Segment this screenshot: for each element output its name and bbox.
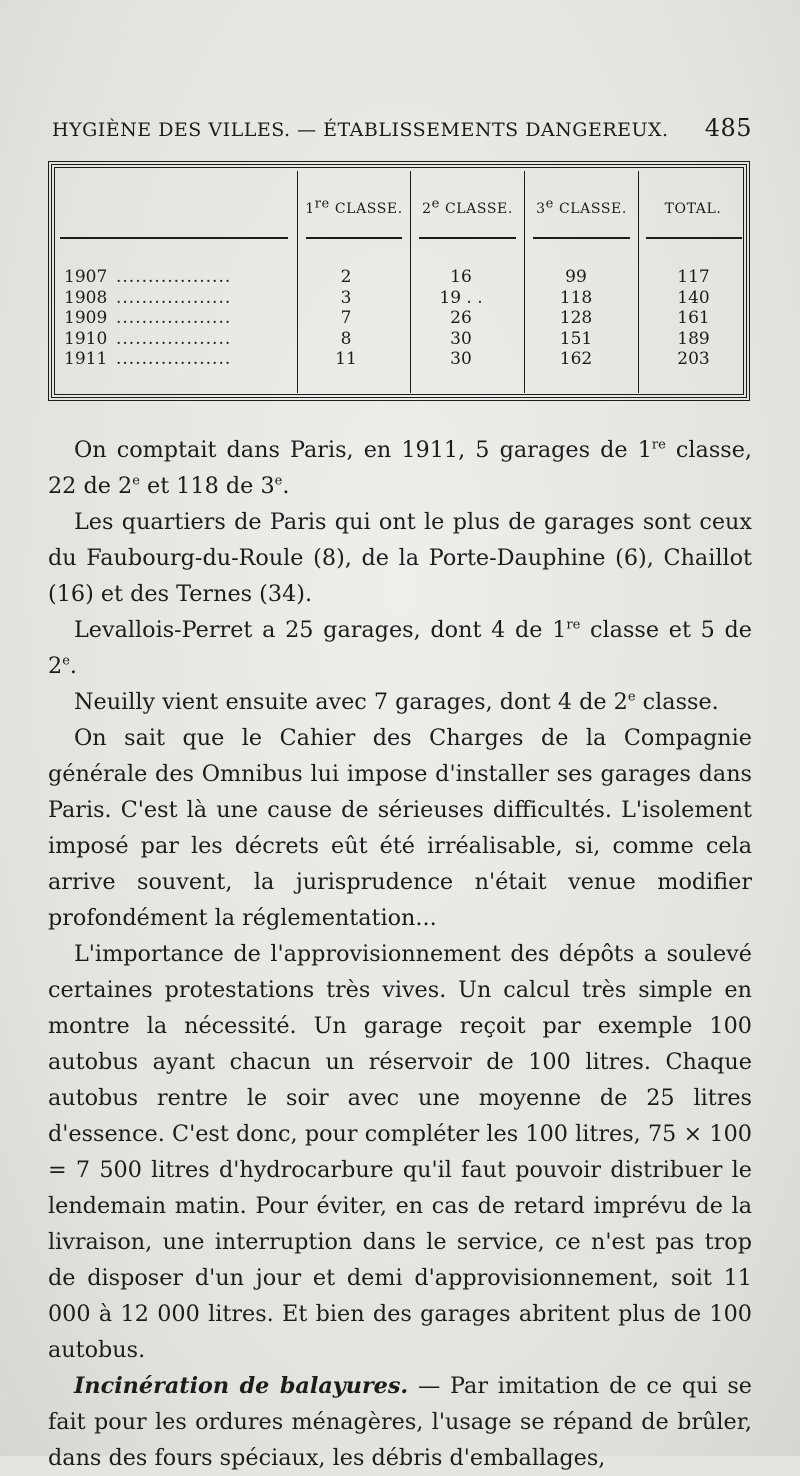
table-body: [56, 267, 742, 370]
table-row: [56, 288, 742, 309]
cell-1re-classe: 3: [340, 287, 352, 308]
leader-dots: ..................: [116, 349, 232, 369]
cell-total: 140: [677, 287, 710, 308]
row-year: 1907: [64, 267, 108, 287]
cell-3e-classe: 128: [559, 308, 593, 328]
leader-dots: ..................: [116, 287, 232, 308]
cell-3e-classe: 99: [565, 267, 587, 287]
leader-dots: ..................: [116, 267, 232, 287]
page-number: 485: [704, 114, 752, 142]
column-header-total: TOTAL.: [664, 201, 722, 217]
cell-2e-classe: 26: [450, 308, 472, 328]
header-rule: [646, 237, 742, 239]
cell-total: 161: [677, 308, 710, 328]
cell-1re-classe: 8: [340, 328, 352, 349]
running-header: [52, 114, 752, 142]
header-rule: [60, 237, 288, 239]
garage-statistics-table: [48, 161, 750, 401]
row-year: 1911: [64, 349, 108, 369]
paragraph-quartiers: Les quartiers de Paris qui ont le plus de garages sont ceux du Faubourg-du-Roule (8), de la Porte-Dauphine (6), Chaillot (16) et des Ternes (34).: [48, 509, 752, 607]
header-rule: [533, 237, 630, 239]
cell-2e-classe: 19 . .: [439, 287, 483, 308]
cell-3e-classe: 151: [559, 328, 593, 349]
paragraph-incineration-text: — Par imitation de ce qui se fait pour les ordures ménagères, l'usage se répand de brûler, dans des fours spéciaux, les débris d'emballages,: [48, 1373, 753, 1471]
cell-total: 117: [677, 267, 710, 287]
leader-dots: ..................: [116, 308, 232, 328]
leader-dots: ..................: [116, 328, 232, 349]
cell-1re-classe: 11: [335, 349, 357, 369]
column-header-2e-classe: 2e CLASSE.: [422, 196, 513, 217]
table-row: [56, 329, 742, 350]
cell-total: 203: [677, 349, 710, 369]
row-year: 1908: [64, 287, 108, 308]
row-year: 1909: [64, 308, 108, 328]
table-row: [56, 349, 742, 370]
body-text: [48, 432, 752, 1476]
cell-2e-classe: 30: [450, 349, 472, 369]
cell-2e-classe: 30: [450, 328, 472, 349]
column-header-3e-classe: 3e CLASSE.: [536, 196, 627, 217]
header-rule: [419, 237, 516, 239]
paragraph-garages-paris: On comptait dans Paris, en 1911, 5 garages de 1re classe, 22 de 2e et 118 de 3e.: [48, 437, 752, 499]
section-heading-incineration: Incinération de balayures.: [74, 1373, 409, 1399]
cell-3e-classe: 162: [559, 349, 593, 369]
paragraph-levallois: Levallois-Perret a 25 garages, dont 4 de 1re classe et 5 de 2e.: [48, 617, 752, 679]
paragraph-incineration: [48, 1368, 752, 1476]
paragraph-approvisionnement: L'importance de l'approvisionnement des dépôts a soulevé certaines protestations très vives. Un calcul très simple en montre la nécessité. Un garage reçoit par exemple 100 autobus ayant chacun un réservoir de 100 litres. Chaque autobus rentre le soir avec une moyenne de 25 litres d'essence. C'est donc, pour compléter les 100 litres, 75 × 100 = 7 500 litres d'hydrocarbure qu'il faut pouvoir distribuer le lendemain matin. Pour éviter, en cas de retard imprévu de la livraison, une interruption dans le service, ce n'est pas trop de disposer d'un jour et demi d'approvisionnement, soit 11 000 à 12 000 litres. Et bien des garages abritent plus de 100 autobus.: [48, 941, 752, 1363]
cell-2e-classe: 16: [450, 267, 472, 287]
cell-3e-classe: 118: [559, 287, 593, 308]
paragraph-neuilly: Neuilly vient ensuite avec 7 garages, dont 4 de 2e classe.: [74, 689, 719, 715]
header-rule: [306, 237, 402, 239]
cell-total: 189: [677, 328, 710, 349]
column-header-1re-classe: 1re CLASSE.: [305, 196, 403, 217]
paragraph-cahier-des-charges: On sait que le Cahier des Charges de la Compagnie générale des Omnibus lui impose d'installer ses garages dans Paris. C'est là une cause de sérieuses difficultés. L'isolement imposé par les décrets eût été irréalisable, si, comme cela arrive souvent, la jurisprudence n'était venue modifier profondément la réglementation...: [48, 725, 752, 931]
cell-1re-classe: 2: [340, 267, 352, 287]
running-title: HYGIÈNE DES VILLES. — ÉTABLISSEMENTS DANGEREUX.: [52, 119, 669, 141]
row-year: 1910: [64, 328, 108, 349]
cell-1re-classe: 7: [340, 308, 352, 328]
table-row: [56, 267, 742, 288]
table-row: [56, 308, 742, 329]
